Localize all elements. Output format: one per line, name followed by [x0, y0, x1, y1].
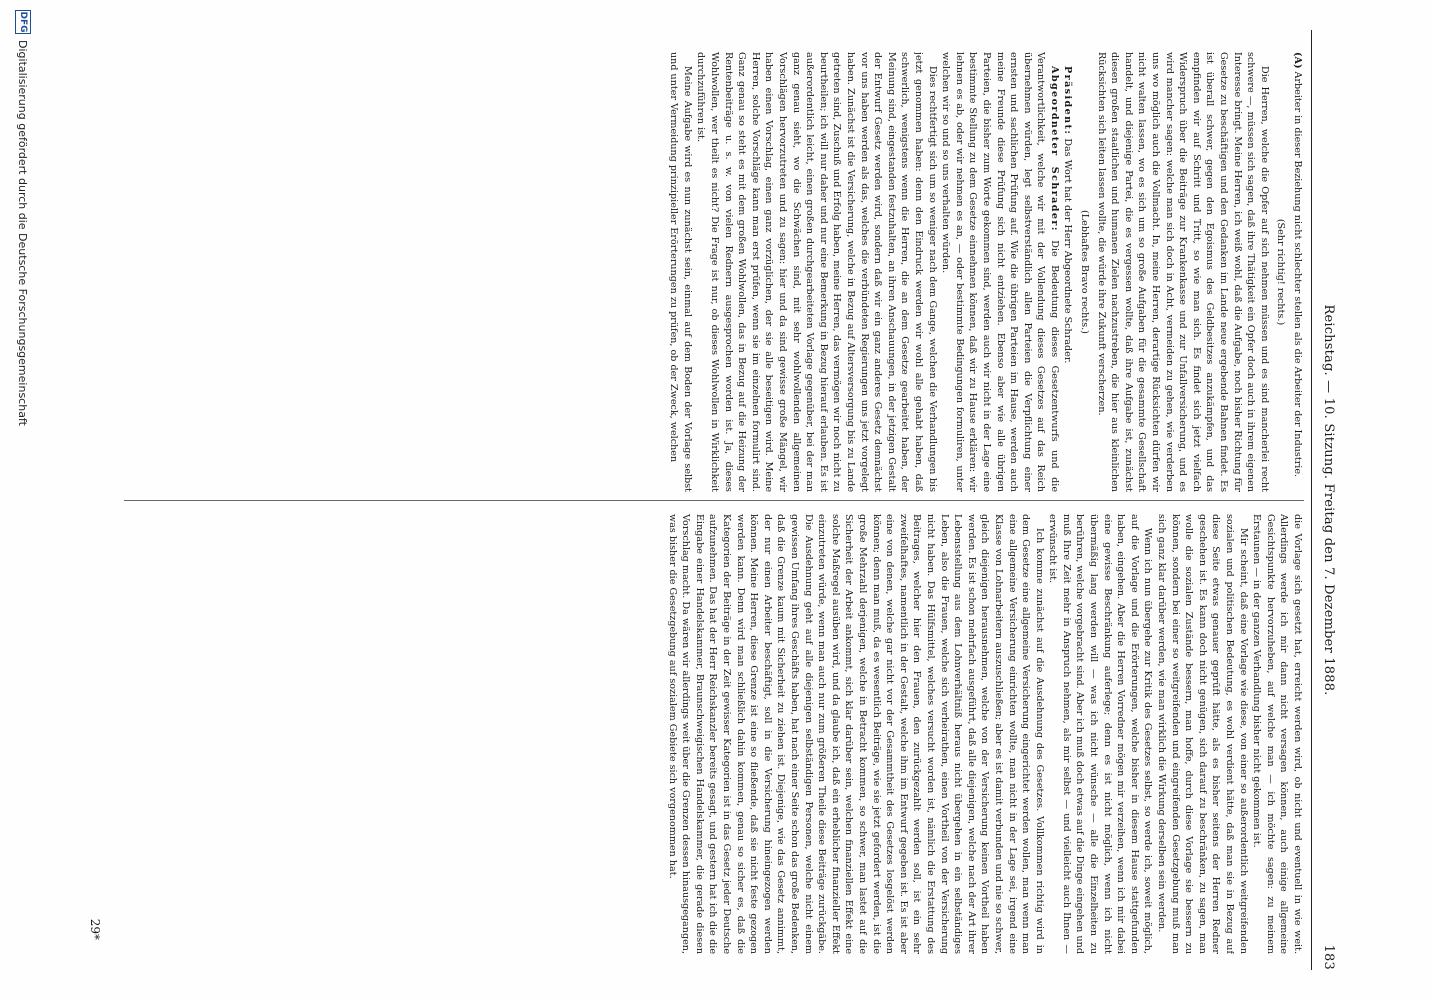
sheet-signature: 29* [88, 918, 102, 940]
speaker-label: Präsident: [1062, 66, 1074, 136]
left-column [124, 52, 1304, 492]
paragraph: Meine Aufgabe wird es nun zunächst sein, einmal auf dem Boden der Vorlage selbst und unter Vermeidung prinzipieller Erörterungen zu prüfen, ob der Zweck, welchen [668, 52, 693, 492]
paragraph: Ich komme zunächst auf die Ausdehnung des Gesetzes. Vollkommen richtig wird in dem Gesetze eine allgemeine Versicherung eingerichtet werden wollen, man wenn man eine allgemeine Versicherung einrichten wollte, man nicht in der Lage sei, irgend eine Klasse von Lohnarbeitern auszuschließen; aber es ist damit verbunden und nie so schwer, gleich diejenigen herausnehmen, welche von der Versicherung keinen Vortheil haben werden. Es ist schon mehrfach ausgeführt, daß alle diejenigen, welche nach der Art ihrer Lebensstellung aus dem Lohnverhältniß heraus nicht übergehen in ein selbständiges Leben, also die Frauen, welche sich verheirathen, einen Vortheil von der Versicherung nicht haben. Das Hülfsmittel, welches versucht worden ist, nämlich die Erstattung des Beitrages, welcher hier den Frauen, den zurückgezahlt werden soll, ist ein sehr zweifelhaftes, namentlich in der Gestalt, welche ihm im Entwurf gegeben ist. Es ist aber eine von denen, welche gar nicht vor der Gesammtheit des Gesetzes losgelöst werden können; denn man muß, da es wesentlich Beiträge, wie sie jetzt gefordert werden, ist die große Mehrzahl derjenigen, welche in Betracht kommen, so schwer, man lastet auf die Sicherheit der Arbeit ankommt, sich klar darüber sein, welchen finanziellen Effekt eine solche Maßregel ausüben wird, und da glaube ich, daß ein erheblicher finanzieller Effekt einzutreten würde, wenn man auch nur zum größeren Theile diese Beiträge zurückgäbe. Die Ausdehnung geht auf alle diejenigen selbständigen Personen, welche nicht einem gewissen Umfang ihres Geschäfts haben, hat nach einer Seite schon das große Bedenken, daß die Grenze kaum mit Sicherheit zu ziehen ist. Diejenige, wie das Gesetz annimmt, der nur einen Arbeiter beschäftigt, soll in die Versicherung hineingezogen werden können. Meine Herren, diese Grenze ist eine so fließende, daß sie nicht feste gezogen werden kann. Denn wird man schließlich dahin kommen, genau so sicher es, daß die Kategorien der Beiträge in der Zeit gewisser Kategorien ist in das Gesetz jeder Deutsche aufzunehmen. Das hat der Herr Reichskanzler bereits gesagt, und gestern hat ich die die Eingabe einer Handelskammer, Braunschweigischen Handelskammer, die gerade diesen Vorschlag macht. Da wären wir allerdings weit über die Grenzen dessen hinausgegangen, was bisher die Gesetzgebung auf sozialem Gebiete sich vorgenommen hat. [666, 514, 1045, 954]
section-marker: (A) [1292, 52, 1303, 69]
paragraph-text: Arbeiter in dieser Beziehung nicht schlechter stellen als die Arbeiter der Industrie. [1292, 71, 1303, 478]
paragraph: die Vorlage sich gesetzt hat, erreicht werden wird, ob nicht und eventuell in wie weit. Allerdings werde ich mir dann nicht versagen können, auch einige allgemeine Gesichtspunkte hervorzuheben, auf welche man — ich möchte sagen: zu meinem Erstaunen — in der ganzen Verhandlung bisher nicht gekommen ist. [1251, 514, 1303, 954]
right-column [124, 514, 1304, 954]
paragraph-text: Das Wort hat der Herr Abgeordnete Schrader. [1062, 138, 1074, 364]
paragraph-text: Die Bedeutung dieses Gesetzentwurfs und die Verantwortlichkeit, welche wir mit der Vollendung dieses Gesetzes auf das Reich übernehmen würden, legt selbstverständlich allen Parteien die Verpflichtung einer ernsten und sachlichen Prüfung auf. Wie die übrigen Parteien im Hause, werden auch meine Freunde diese Prüfung sich nicht entziehen. Ebenso aber wie alle übrigen Parteien, die bisher zum Worte gekommen sind, werden auch wir nicht in der Lage eine bestimmte Stellung zu dem Gesetze einnehmen können, daß wir zu Hause erklären: wir lehnen es ab, oder wir nehmen es an, — oder bestimmte Bedingungen formuliren, unter welchen wir so und so uns verhalten würden. [940, 52, 1060, 492]
paragraph: Mir scheint, daß eine Vorlage wie diese, von einer so außerordentlich weitgreifenden sozialen und politischen Bedeutung, es wohl verdient hätte, daß man sie in Bezug auf diese Seite etwas genauer geprüft hätte, als es bisher seitens der Herren Redner geschehen ist. Es kann doch nicht genügen, sich darauf zu beschränken, zu sagen, man wolle die sozialen Zustände bessern, man hoffe, durch diese Vorlage sie bessern zu können, sondern bei einer so weitgreifenden und eingreifenden Gesetzgebung muß man sich ganz klar darüber werden, wie man wirklich die Wirkung derselben sein werden. [1156, 514, 1249, 954]
page-title: Reichstag. — 10. Sitzung. Freitag den 7. Dezember 1888. [1321, 304, 1336, 696]
paragraph [1290, 52, 1304, 492]
paragraph: Die Herren, welche die Opfer auf sich nehmen müssen und es sind mancherlei recht schwere —, müssen sich sagen, daß ihre Thätigkeit ein Opfer doch auch in ihrem eigenen Interesse bringt. Meine Herren, ich weiß wohl, daß die Aufgabe, noch bisher Richtung für Gesetze zu beschäftigen und den Gedanken im Lande neue ergebende Bahnen findet. Es ist überall schwer, gegen den Egoismus des Geldbesitzes anzukämpfen, und das empfinden wir auf Schritt und Tritt, so wie man sich. Es findet sich jetzt vielfach Widerspruch über die Beiträge zur Krankenkasse und zur Unfallversicherung, und es wird mancher sagen: welche man sich doch in Acht, vermeiden zu gehen, wie verderben uns wo möglich auch die Vollmacht. In, meine Herren, derartige Rücksichten dürfen wir nicht walten lassen, wo es sich um so große Aufgaben für die gesammte Gesellschaft handelt, und diejenige Partei, die es vergessen wollte, daß ihre Aufgabe ist, zunächst diesen großen staatlichen und humanen Zielen nachzustreben, die hier aus kleinlichen Rücksichten sich leiten lassen wollte, die würde ihre Zukunft verscherzen. [1095, 52, 1270, 492]
paragraph: Wenn ich nun übergehe zur Kritik des Gesetzes selbst, so werde ich, soweit möglich, auf die Vorlage und die Erörterungen, welche bisher in diesem Hause stattgefunden haben, eingehen. Aber die Herren Vorredner mögen mir verzeihen, wenn ich mir dabei eine gewisse Beschränkung auferlege; denn es ist nicht möglich, wenn ich nicht übermäßig lang werden will — was ich nicht wünsche — alle die Einzelheiten zu berühren, welche vorgebracht sind. Aber ich muß doch etwas auf die Dinge eingehen und muß Ihre Zeit mehr in Anspruch nehmen, als mir selbst — und vielleicht auch Ihnen — erwünscht ist. [1047, 514, 1154, 954]
paragraph [939, 52, 1061, 492]
digitization-credit [12, 0, 34, 1000]
applause-note: (Sehr richtig! rechts.) [1275, 218, 1287, 326]
applause-note: (Lebhaftes Bravo rechts.) [1079, 210, 1091, 334]
header-rule [1311, 30, 1312, 970]
column-divider [124, 500, 1304, 501]
paragraph [1061, 52, 1075, 492]
speaker-label: Abgeordneter Schrader: [1048, 66, 1060, 232]
page-header [1314, 30, 1336, 970]
paragraph: Dies rechtfertigt sich um so weniger nach dem Gange, welchen die Verhandlungen bis jetzt genommen haben: denn den Eindruck werden wir wohl alle gehabt haben, daß schwerlich, wenigstens wenn die Herren, die an dem Gesetze gearbeitet haben, der Meinung sind, eingestanden festzuhalten, an ihren Anschauungen, in der jetzigen Gestalt der Entwurf Gesetz werden wird, sondern daß wir ein ganz anderes Gesetz demnächst vor uns haben werden als das, welches die verbündeten Regierungen uns jetzt vorgelegt haben. Zunächst ist die Versicherung, welche in Bezug auf Altersversorgung bis zu Lande getreten sind, Zuschuß und Erfolg haben, meine Herren, das vermögen wir noch nicht zu beurtheilen; ich will nur daher und nur eine Bemerkung in Bezug hierauf erlauben. Es ist außerordentlich leicht, einen großen durchgearbeiteten Vorlage gegenüber, bei der man ganz genau sieht, wo die Schwächen sind, mit sehr wohlwollenden allgemeinen Vorschlägen hervorzutreten und zu sagen: hier und da sind gewisse große Mängel, wir haben einen Vorschlag, einen ganz vorzüglichen, der sie alle beseitigen wird. Meine Herren, solche Vorschläge kann man erst prüfen, wenn sie im einzelnen formulirt sind. Ganz genau so steht es mit dem großen Wohlwollen, das in Bezug auf die Heizung der Rentenbeiträge u. s. w. von vielen Rednern ausgesprochen worden ist. Ja, dieses Wohlwollen, wer theilt es nicht? Die Frage ist nur, ob dieses Wohlwollen in Wirklichkeit durchzuführen ist. [695, 52, 938, 492]
credit-text: Digitalisierung gefördert durch die Deutsche Forschungsgemeinschaft [16, 40, 30, 426]
dfg-logo-icon: DFG [15, 10, 31, 34]
page-number: 183 [1321, 944, 1336, 970]
